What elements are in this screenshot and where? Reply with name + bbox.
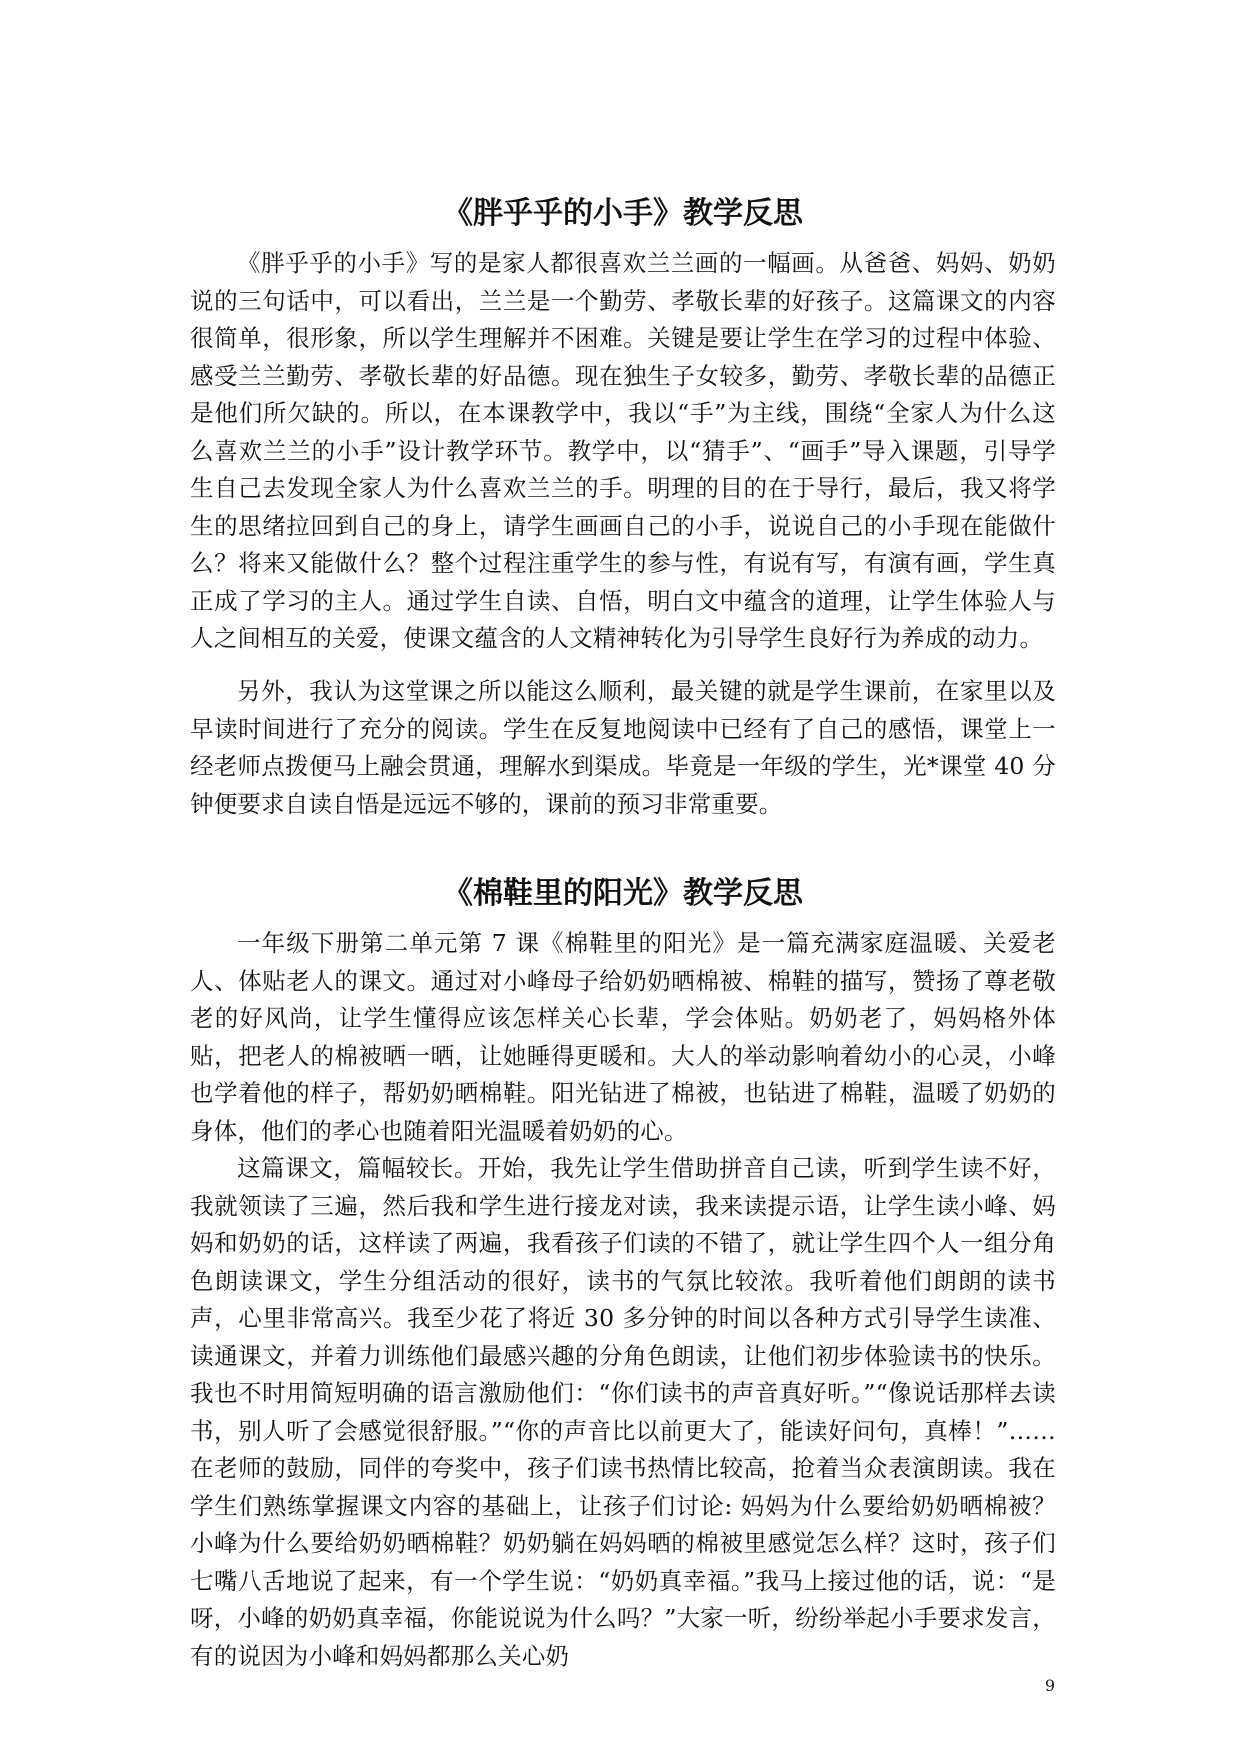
section-1-paragraph-2: 另外，我认为这堂课之所以能这么顺利，最关键的就是学生课前，在家里以及早读时间进行了充分的阅读。学生在反复地阅读中已经有了自己的感悟，课堂上一经老师点拨便马上融会贯通，理解水到渠成。毕竟是一年级的学生，光*课堂 40 分钟便要求自读自悟是远远不够的，课前的预习非常重要。 — [190, 677, 1056, 818]
section-1-paragraph-1: 《胖乎乎的小手》写的是家人都很喜欢兰兰画的一幅画。从爸爸、妈妈、奶奶说的三句话中，可以看出，兰兰是一个勤劳、孝敬长辈的好孩子。这篇课文的内容很简单，很形象，所以学生理解并不困难。关键是要让学生在学习的过程中体验、感受兰兰勤劳、孝敬长辈的好品德。现在独生子女较多，勤劳、孝敬长辈的品德正是他们所欠缺的。所以，在本课教学中，我以“手”为主线，围绕“全家人为什么这么喜欢兰兰的小手”设计教学环节。教学中，以“猜手”、“画手”导入课题，引导学生自己去发现全家人为什么喜欢兰兰的手。明理的目的在于导行，最后，我又将学生的思绪拉回到自己的身上，请学生画画自己的小手，说说自己的小手现在能做什么？将来又能做什么？整个过程注重学生的参与性，有说有写，有演有画，学生真正成了学习的主人。通过学生自读、自悟，明白文中蕴含的道理，让学生体验人与人之间相互的关爱，使课文蕴含的人文精神转化为引导学生良好行为养成的动力。 — [190, 249, 1056, 652]
section-2-paragraph-2: 这篇课文，篇幅较长。开始，我先让学生借助拼音自己读，听到学生读不好，我就领读了三遍，然后我和学生进行接龙对读，我来读提示语，让学生读小峰、妈妈和奶奶的话，这样读了两遍，我看孩子们读的不错了，就让学生四个人一组分角色朗读课文，学生分组活动的很好，读书的气氛比较浓。我听着他们朗朗的读书声，心里非常高兴。我至少花了将近 30 多分钟的时间以各种方式引导学生读准、读通课文，并着力训练他们最感兴趣的分角色朗读，让他们初步体验读书的快乐。我也不时用简短明确的语言激励他们：“你们读书的声音真好听。”“像说话那样去读书，别人听了会感觉很舒服。”“你的声音比以前更大了，能读好问句，真棒！”……在老师的鼓励，同伴的夸奖中，孩子们读书热情比较高，抢着当众表演朗读。我在学生们熟练掌握课文内容的基础上，让孩子们讨论: 妈妈为什么要给奶奶晒棉被？小峰为什么要给奶奶晒棉鞋？奶奶躺在妈妈晒的棉被里感觉怎么样？这时，孩子们七嘴八舌地说了起来，有一个学生说：“奶奶真幸福。”我马上接过他的话，说：“是呀，小峰的奶奶真幸福，你能说说为什么吗？”大家一听，纷纷举起小手要求发言，有的说因为小峰和妈妈都那么关心奶 — [190, 1154, 1056, 1670]
section-2-paragraph-1: 一年级下册第二单元第 7 课《棉鞋里的阳光》是一篇充满家庭温暖、关爱老人、体贴老人的课文。通过对小峰母子给奶奶晒棉被、棉鞋的描写，赞扬了尊老敬老的好风尚，让学生懂得应该怎样关心长辈，学会体贴。奶奶老了，妈妈格外体贴，把老人的棉被晒一晒，让她睡得更暖和。大人的举动影响着幼小的心灵，小峰也学着他的样子，帮奶奶晒棉鞋。阳光钻进了棉被，也钻进了棉鞋，温暖了奶奶的身体，他们的孝心也随着阳光温暖着奶奶的心。 — [190, 929, 1056, 1145]
section-title-1: 《胖乎乎的小手》教学反思 — [443, 196, 803, 231]
section-title-2: 《棉鞋里的阳光》教学反思 — [443, 876, 803, 911]
page-number: 9 — [1044, 1676, 1056, 1695]
